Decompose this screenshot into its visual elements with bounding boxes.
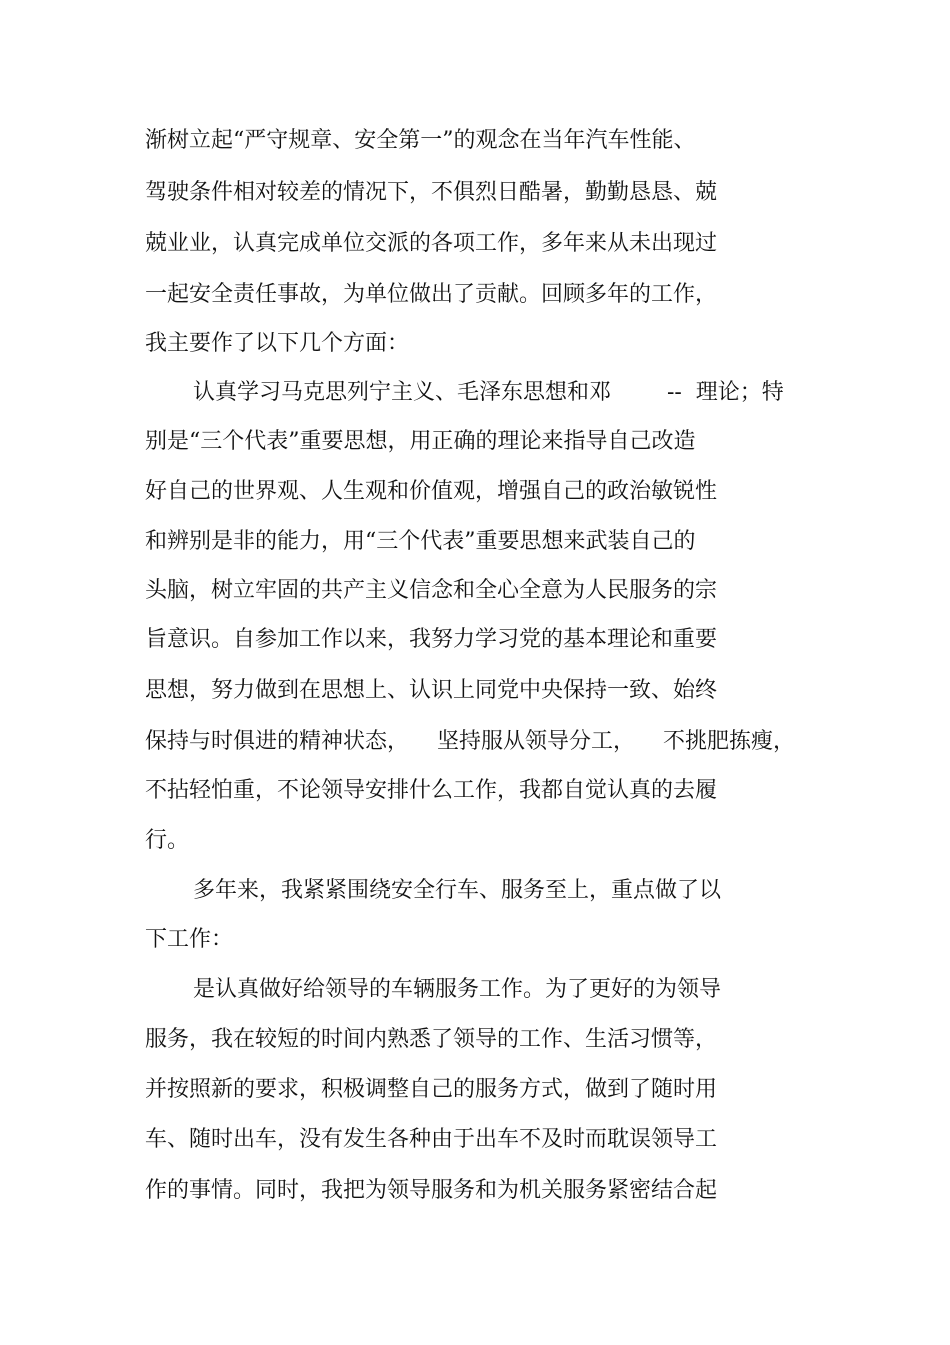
text-line: 下工作： [145, 927, 234, 952]
text-line: 头脑，树立牢固的共产主义信念和全心全意为人民服务的宗 [145, 578, 718, 603]
text-line: 驾驶条件相对较差的情况下，不俱烈日酷暑，勤勤恳恳、兢 [145, 180, 718, 205]
text-line: 并按照新的要求，积极调整自己的服务方式，做到了随时用 [145, 1077, 718, 1102]
text-line: 渐树立起“严守规章、安全第一”的观念在当年汽车性能、 [145, 128, 696, 153]
paragraph-start-line: 多年来，我紧紧围绕安全行车、服务至上，重点做了以 [193, 878, 722, 903]
text-line: 服务，我在较短的时间内熟悉了领导的工作、生活习惯等， [145, 1027, 718, 1052]
text-line: 别是“三个代表”重要思想，用正确的理论来指导自己改造 [145, 429, 696, 454]
text-line: 兢业业，认真完成单位交派的各项工作，多年来从未出现过 [145, 231, 718, 256]
text-line: 车、随时出车，没有发生各种由于出车不及时而耽误领导工 [145, 1127, 718, 1152]
text-line: 我主要作了以下几个方面： [145, 331, 410, 356]
text-line: 一起安全责任事故，为单位做出了贡献。回顾多年的工作， [145, 282, 718, 307]
text-line: 好自己的世界观、人生观和价值观，增强自己的政治敏锐性 [145, 479, 718, 504]
text-line: 旨意识。自参加工作以来，我努力学习党的基本理论和重要 [145, 627, 718, 652]
text-line: 行。 [145, 828, 190, 853]
text-line: 不拈轻怕重，不论领导安排什么工作，我都自觉认真的去履 [145, 778, 718, 803]
paragraph-start-line: 是认真做好给领导的车辆服务工作。为了更好的为领导 [193, 977, 722, 1002]
text-line: 作的事情。同时，我把为领导服务和为机关服务紧密结合起 [145, 1178, 718, 1203]
text-line: 和辨别是非的能力，用“三个代表”重要思想来武装自己的 [145, 529, 696, 554]
paragraph-start-line: 认真学习马克思列宁主义、毛泽东思想和邓 -- 理论；特 [193, 380, 784, 405]
text-line: 保持与时俱进的精神状态， 坚持服从领导分工， 不挑肥拣瘦， [145, 729, 795, 754]
text-line: 思想，努力做到在思想上、认识上同党中央保持一致、始终 [145, 678, 718, 703]
